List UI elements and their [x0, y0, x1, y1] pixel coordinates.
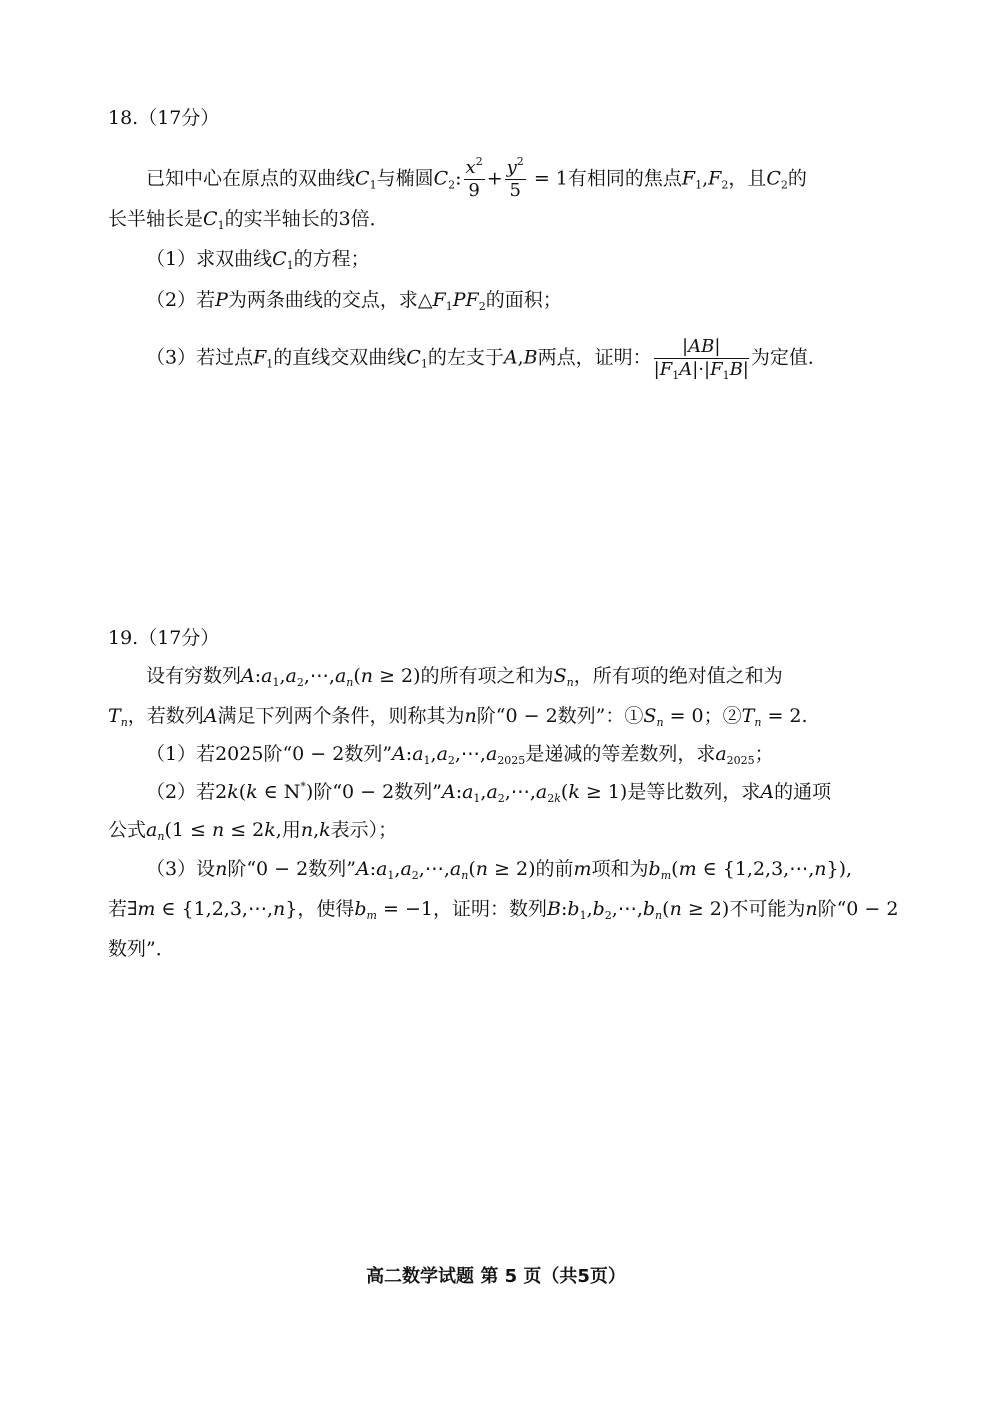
q19-part2: （2）若2k(k ∈ N*)阶“0 − 2数列$”A:a_1,a_2,\cdots,a_{2k}(k \ge 1)$是等比数列，求A的通项 [146, 780, 832, 805]
q19-line1: 设有穷数列$A:a_1,a_2,\cdots,a_n(n \ge 2)$的所有项之和为$S_n$，所有项的绝对值之和为 [146, 665, 783, 689]
q18-part1: （1）求双曲线$C_1$的方程； [146, 248, 370, 272]
q19-part3-line3: 数列”． [108, 938, 175, 960]
q19-part3: （3）设n阶“0 − 2数列$”A:a_1,a_2,\cdots,a_n(n \ge 2)$的前m项和为$b_m(m$ ∈ {1,2,3,⋯,n}), [146, 858, 853, 882]
q18-part2: （2）若P为两条曲线的交点，求$\triangle F_1PF_2$的面积； [146, 289, 562, 313]
q18-part3: （3）若过点$F_1$的直线交双曲线$C_1$的左支于A,B两点，证明： $\frac{|AB|}{|F_1A|\cdot|F_1B|}$ 为定值． [146, 336, 827, 382]
q19-heading: 19.（17分） [108, 627, 220, 649]
page-footer: 高二数学试题 第 5 页（共5页） [366, 1266, 626, 1287]
q19-line2: $T_n$，若数列A满足下列两个条件，则称其为n阶“0 − 2数列”：$①S_n = 0$；$②T_n = 2$. [108, 705, 808, 729]
q18-heading: 18.（17分） [108, 107, 220, 129]
q19-part3-line2: 若∃m ∈ {1,2,3,⋯,n}，使得$b_m = -1$，证明：数列$B:b_1,b_2,\cdots,b_n(n \ge 2)$不可能为n阶“0 − 2 [108, 898, 899, 922]
q19-part1: （1）若2025阶“0 − 2数列$”A:a_1,a_2,\cdots,a_{2025}$是递减的等差数列，求$a_{2025}$； [146, 743, 774, 767]
q18-intro-line1: 已知中心在原点的双曲线$C_1$与椭圆$C_2$: $\frac{x^2}{9}$ + $\frac{y^2}{5}$ = 1有相同的焦点$F_1,F_2$，且$C_2$的 [146, 155, 807, 201]
ratio-fraction: $\frac{|AB|}{|F_1A|\cdot|F_1B|}$ [653, 336, 749, 382]
q19-part2-line2: 公式$a_n(1 \le n \le 2k$,用n,k表示）； [108, 819, 398, 843]
q18-intro-line2: 长半轴长是$C_1$的实半轴长的3倍． [108, 208, 389, 232]
